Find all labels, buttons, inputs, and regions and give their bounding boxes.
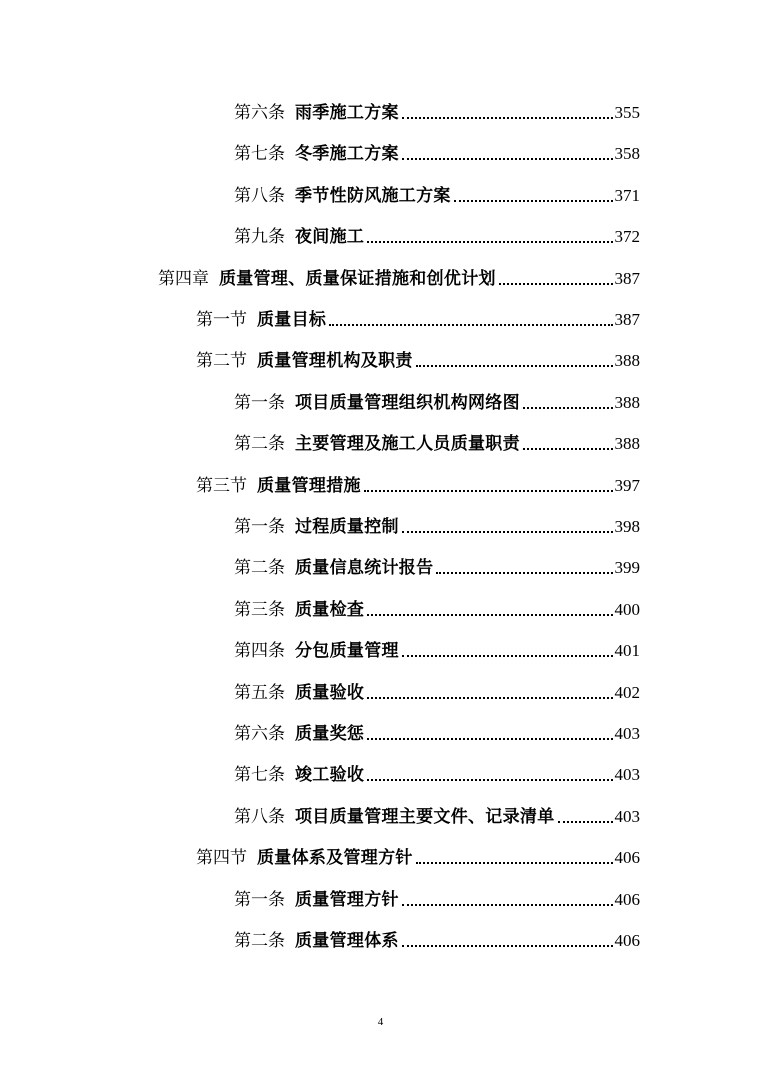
toc-entry-title: 质量管理方针 (295, 889, 399, 910)
toc-entry-page: 387 (614, 310, 640, 329)
toc-entry-title: 冬季施工方案 (295, 144, 399, 165)
dot-leader (367, 779, 612, 781)
toc-entry-number: 第六条 (234, 103, 285, 123)
toc-entry-title: 雨季施工方案 (295, 103, 399, 123)
toc-entry-number: 第七条 (234, 144, 285, 165)
toc-entry-title: 竣工验收 (295, 765, 365, 786)
toc-entry[interactable] (158, 260, 640, 290)
toc-entry-number: 第八条 (234, 806, 285, 827)
dot-leader (499, 283, 613, 285)
dot-leader (523, 407, 613, 409)
toc-entry[interactable] (234, 591, 640, 621)
toc-entry-number: 第九条 (234, 227, 285, 248)
toc-entry[interactable] (234, 384, 640, 414)
toc-entry-page: 371 (614, 185, 640, 205)
toc-entry-number: 第七条 (234, 765, 285, 786)
toc-entry-page: 399 (614, 558, 640, 578)
toc-entry[interactable] (234, 94, 640, 124)
toc-entry[interactable] (234, 632, 640, 662)
toc-entry-number: 第六条 (234, 724, 285, 744)
toc-entry-title: 项目质量管理主要文件、记录清单 (295, 806, 555, 827)
dot-leader (558, 821, 613, 823)
toc-entry-number: 第八条 (234, 185, 285, 206)
toc-entry[interactable] (234, 881, 640, 911)
toc-entry-page: 388 (614, 434, 640, 454)
dot-leader (402, 945, 613, 947)
toc-entry-title: 质量管理体系 (295, 931, 399, 951)
toc-entry-page: 388 (614, 351, 640, 371)
toc-entry-number: 第四章 (158, 268, 209, 289)
toc-entry[interactable] (234, 674, 640, 704)
toc-entry[interactable] (234, 798, 640, 828)
toc-entry-page: 398 (614, 517, 640, 536)
toc-entry-number: 第四节 (196, 848, 247, 869)
toc-entry-title: 质量管理措施 (257, 475, 361, 496)
toc-entry[interactable] (234, 508, 640, 538)
dot-leader (367, 241, 612, 243)
toc-entry-page: 397 (614, 475, 640, 495)
toc-entry[interactable] (234, 756, 640, 786)
toc-entry-page: 406 (614, 931, 640, 950)
toc-entry-number: 第一条 (234, 517, 285, 537)
toc-entry-title: 主要管理及施工人员质量职责 (295, 434, 520, 455)
dot-leader (367, 697, 612, 699)
dot-leader (416, 365, 613, 367)
dot-leader (523, 448, 613, 450)
toc-entry-page: 358 (614, 144, 640, 164)
toc-entry-number: 第五条 (234, 682, 285, 703)
toc-entry[interactable] (196, 467, 640, 497)
toc-entry-page: 403 (614, 806, 640, 826)
toc-entry[interactable] (234, 177, 640, 207)
toc-entry-page: 355 (614, 103, 640, 122)
toc-entry-number: 第一条 (234, 889, 285, 910)
toc-entry-number: 第二条 (234, 434, 285, 455)
toc-entry-title: 质量目标 (257, 310, 327, 330)
dot-leader (402, 904, 613, 906)
page-number: 4 (377, 1016, 384, 1028)
dot-leader (454, 200, 613, 202)
toc-entry-page: 387 (614, 268, 640, 288)
toc-entry[interactable] (196, 342, 640, 372)
dot-leader (367, 738, 612, 740)
dot-leader (402, 531, 613, 533)
toc-entry-title: 过程质量控制 (295, 517, 399, 537)
dot-leader (329, 324, 612, 326)
toc-entry-title: 质量验收 (295, 682, 365, 703)
toc-entry-number: 第二节 (196, 351, 247, 372)
dot-leader (402, 158, 613, 160)
toc-entry[interactable] (234, 922, 640, 952)
toc-entry-number: 第四条 (234, 641, 285, 662)
toc-entry-title: 质量奖惩 (295, 724, 365, 744)
dot-leader (364, 490, 613, 492)
toc-entry-number: 第一节 (196, 310, 247, 330)
dot-leader (402, 117, 613, 119)
toc-entry[interactable] (234, 715, 640, 745)
dot-leader (436, 572, 612, 574)
toc-entry[interactable] (234, 425, 640, 455)
toc-entry-title: 质量检查 (295, 599, 365, 620)
toc-entry-page: 401 (614, 641, 640, 661)
toc-entry[interactable] (196, 301, 640, 331)
dot-leader (416, 862, 613, 864)
toc-entry-number: 第三条 (234, 599, 285, 620)
toc-entry-page: 402 (614, 682, 640, 702)
toc-entry-page: 372 (614, 227, 640, 247)
toc-entry-number: 第一条 (234, 392, 285, 413)
toc-entry-page: 403 (614, 724, 640, 743)
toc-entry-title: 质量管理、质量保证措施和创优计划 (219, 268, 496, 289)
toc-entry-title: 分包质量管理 (295, 641, 399, 662)
toc-entry-number: 第二条 (234, 931, 285, 951)
toc-entry[interactable] (234, 135, 640, 165)
toc-entry-page: 400 (614, 599, 640, 619)
toc-entry-title: 夜间施工 (295, 227, 365, 248)
toc-entry[interactable] (196, 839, 640, 869)
toc-entry-title: 质量信息统计报告 (295, 558, 434, 579)
dot-leader (367, 614, 612, 616)
dot-leader (402, 655, 613, 657)
toc-entry-page: 403 (614, 765, 640, 785)
toc-entry-title: 质量管理机构及职责 (257, 351, 413, 372)
toc-entry-number: 第三节 (196, 475, 247, 496)
toc-entry-page: 406 (614, 848, 640, 868)
toc-entry[interactable] (234, 218, 640, 248)
toc-entry-title: 质量体系及管理方针 (257, 848, 413, 869)
toc-entry[interactable] (234, 549, 640, 579)
toc-entry-page: 406 (614, 889, 640, 909)
toc-entry-page: 388 (614, 392, 640, 412)
toc-entry-number: 第二条 (234, 558, 285, 579)
toc-entry-title: 季节性防风施工方案 (295, 185, 451, 206)
toc-entry-title: 项目质量管理组织机构网络图 (295, 392, 520, 413)
